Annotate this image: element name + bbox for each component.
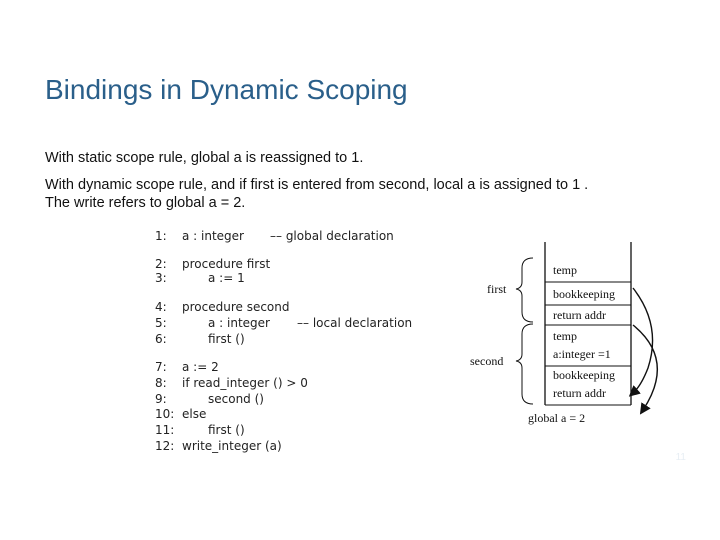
line-number: 3: [155, 271, 167, 285]
line-number: 6: [155, 332, 167, 346]
stack-cell: bookkeeping [553, 287, 615, 301]
dynamic-link-arrow [633, 325, 657, 410]
line-number: 1: [155, 229, 167, 243]
code-line: write_integer (a) [182, 439, 282, 453]
line-number: 4: [155, 300, 167, 314]
second-frame-brace [516, 324, 533, 404]
stack-cell: temp [553, 263, 577, 277]
code-comment: –– local declaration [297, 316, 413, 330]
dynamic-link-arrow [633, 288, 653, 393]
code-line: procedure first [182, 257, 271, 271]
stack-cell: temp [553, 329, 577, 343]
stack-cell: return addr [553, 308, 606, 322]
stack-cell: return addr [553, 386, 606, 400]
line-number: 11: [155, 423, 175, 437]
code-line: first () [208, 332, 245, 346]
code-line: a := 2 [182, 360, 219, 374]
line-number: 12: [155, 439, 175, 453]
code-line: a : integer [182, 229, 244, 243]
dynamic-scope-text-line2: The write refers to global a = 2. [45, 195, 246, 211]
static-scope-text: With static scope rule, global a is reassigned to 1. [45, 150, 364, 166]
line-number: 9: [155, 392, 167, 406]
slide-title: Bindings in Dynamic Scoping [45, 74, 408, 105]
line-number: 10: [155, 407, 175, 421]
code-line: first () [208, 423, 245, 437]
code-line: procedure second [182, 300, 290, 314]
code-line: second () [208, 392, 264, 406]
first-frame-label: first [487, 282, 507, 296]
code-line: if read_integer () > 0 [182, 376, 308, 390]
stack-cell: a:integer =1 [553, 347, 611, 361]
second-frame-label: second [470, 354, 504, 368]
stack-cell: bookkeeping [553, 368, 615, 382]
line-number: 2: [155, 257, 167, 271]
first-frame-brace [516, 258, 533, 322]
code-line: a := 1 [208, 271, 245, 285]
code-line: a : integer [208, 316, 270, 330]
line-number: 5: [155, 316, 167, 330]
dynamic-scope-text-line1: With dynamic scope rule, and if first is entered from second, local a is assigned to 1 . [45, 177, 589, 193]
page-number: 11 [675, 452, 686, 463]
line-number: 7: [155, 360, 167, 374]
code-comment: –– global declaration [270, 229, 394, 243]
global-a-label: global a = 2 [528, 411, 586, 425]
code-line: else [182, 407, 207, 421]
line-number: 8: [155, 376, 167, 390]
